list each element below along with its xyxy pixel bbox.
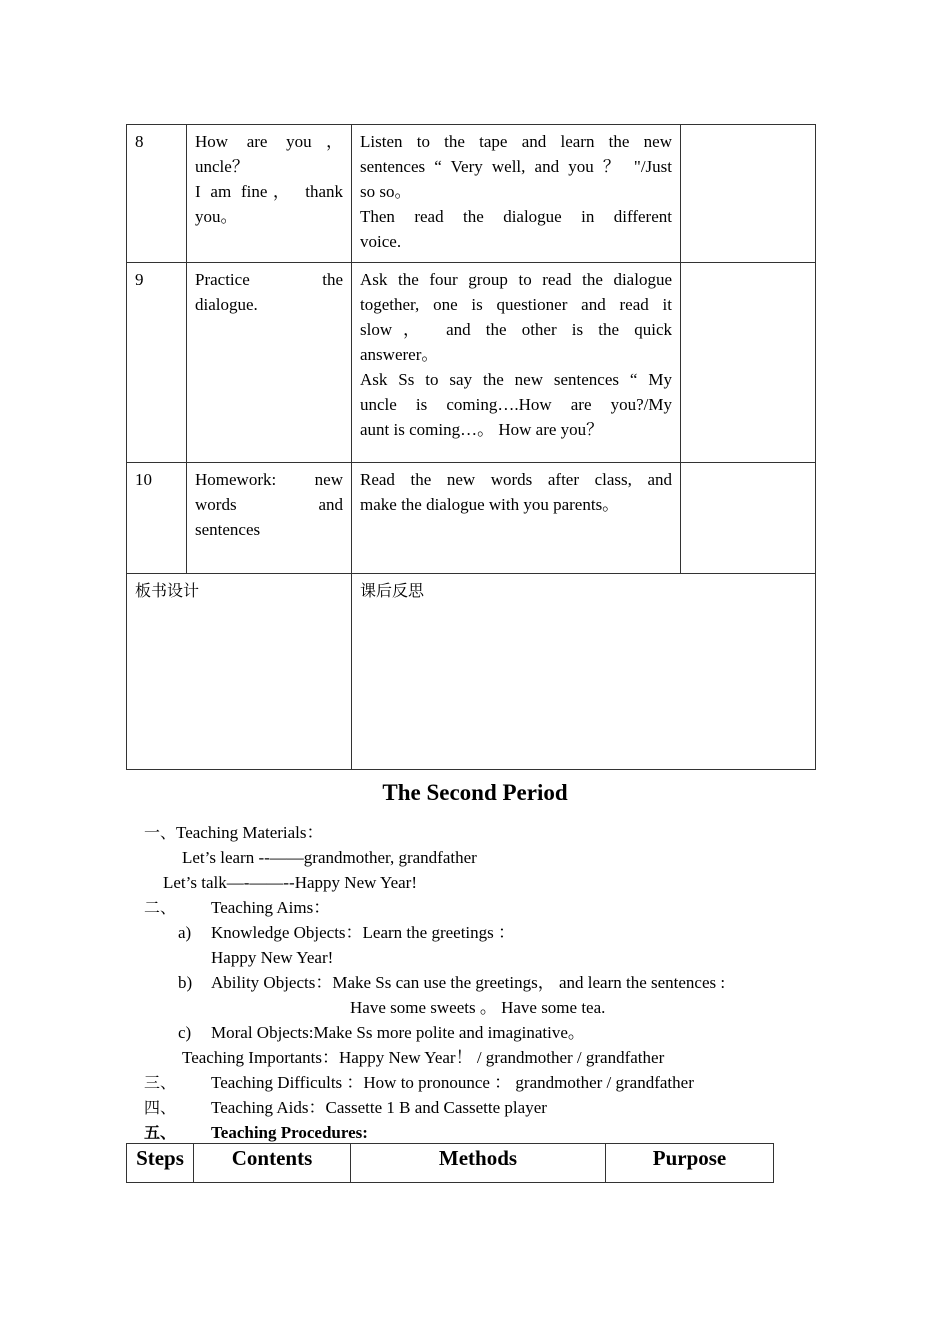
aim-a-text: Knowledge Objects：Learn the greetings ： xyxy=(211,923,516,942)
aim-b-text2: Have some sweets 。 Have some tea. xyxy=(350,998,606,1017)
procedures-header-table xyxy=(126,1143,774,1183)
outline-difficults: Teaching Difficults ：How to pronounce ： grandmother / grandfather xyxy=(211,1073,694,1092)
step-number: 10 xyxy=(127,463,187,574)
table-row xyxy=(127,125,816,263)
step-methods: Listen to the tape and learn the new sentences “ Very well, and you ？ "/Just so so。 Then read the dialogue in different voice. xyxy=(352,125,681,263)
step-contents: How are you， uncle？ I am fine， thank you。 xyxy=(187,125,352,263)
step-number: 9 xyxy=(127,263,187,463)
step-methods: Read the new words after class, and make the dialogue with you parents。 xyxy=(352,463,681,574)
step-contents: Homework: new words and sentences xyxy=(187,463,352,574)
aim-a-text2: Happy New Year! xyxy=(211,948,334,967)
outline-lets-learn: Let’s learn --——grandmother, grandfather xyxy=(182,848,477,867)
reflection-cell xyxy=(352,574,816,770)
step-number: 8 xyxy=(127,125,187,263)
steps-table xyxy=(126,124,816,770)
header-methods: Methods xyxy=(351,1144,606,1183)
step-purpose xyxy=(681,125,816,263)
outline-aids: Teaching Aids：Cassette 1 B and Cassette player xyxy=(211,1098,547,1117)
step-purpose xyxy=(681,463,816,574)
section-title: The Second Period xyxy=(382,780,568,805)
table-row xyxy=(127,1144,774,1183)
outline-aims: Teaching Aims： xyxy=(211,898,331,917)
aim-b-num: b) xyxy=(178,973,193,992)
outline-aids-num: 四、 xyxy=(144,1098,177,1117)
header-steps: Steps xyxy=(127,1144,194,1183)
outline-importants: Teaching Importants：Happy New Year！ / grandmother / grandfather xyxy=(182,1048,665,1067)
reflection-label: 课后反思 xyxy=(360,581,425,600)
aim-c-text: Moral Objects:Make Ss more polite and imaginative。 xyxy=(211,1023,585,1042)
outline-lets-talk: Let’s talk—-——--Happy New Year! xyxy=(163,873,417,892)
aim-a-num: a) xyxy=(178,923,192,942)
outline-aims-num: 二、 xyxy=(144,898,177,917)
table-row xyxy=(127,263,816,463)
table-row xyxy=(127,463,816,574)
outline-procedures-num: 五、 xyxy=(144,1123,177,1142)
step-purpose xyxy=(681,263,816,463)
aim-c-num: c) xyxy=(178,1023,192,1042)
step-methods: Ask the four group to read the dialogue together, one is questioner and read it slow， and the other is the quick answerer。 Ask Ss to say the new sentences “ My uncle is coming….How are you?/My aunt is coming…。 How are you？ xyxy=(352,263,681,463)
table-row xyxy=(127,574,816,770)
outline-procedures: Teaching Procedures: xyxy=(211,1123,368,1142)
step-contents: Practice the dialogue. xyxy=(187,263,352,463)
header-contents: Contents xyxy=(194,1144,351,1183)
outline-difficults-num: 三、 xyxy=(144,1073,177,1092)
board-design-cell xyxy=(127,574,352,770)
outline-materials: 一、Teaching Materials： xyxy=(144,823,324,842)
aim-b-text: Ability Objects：Make Ss can use the greetings， and learn the sentences : xyxy=(211,973,726,992)
board-design-label: 板书设计 xyxy=(135,581,200,600)
header-purpose: Purpose xyxy=(606,1144,774,1183)
